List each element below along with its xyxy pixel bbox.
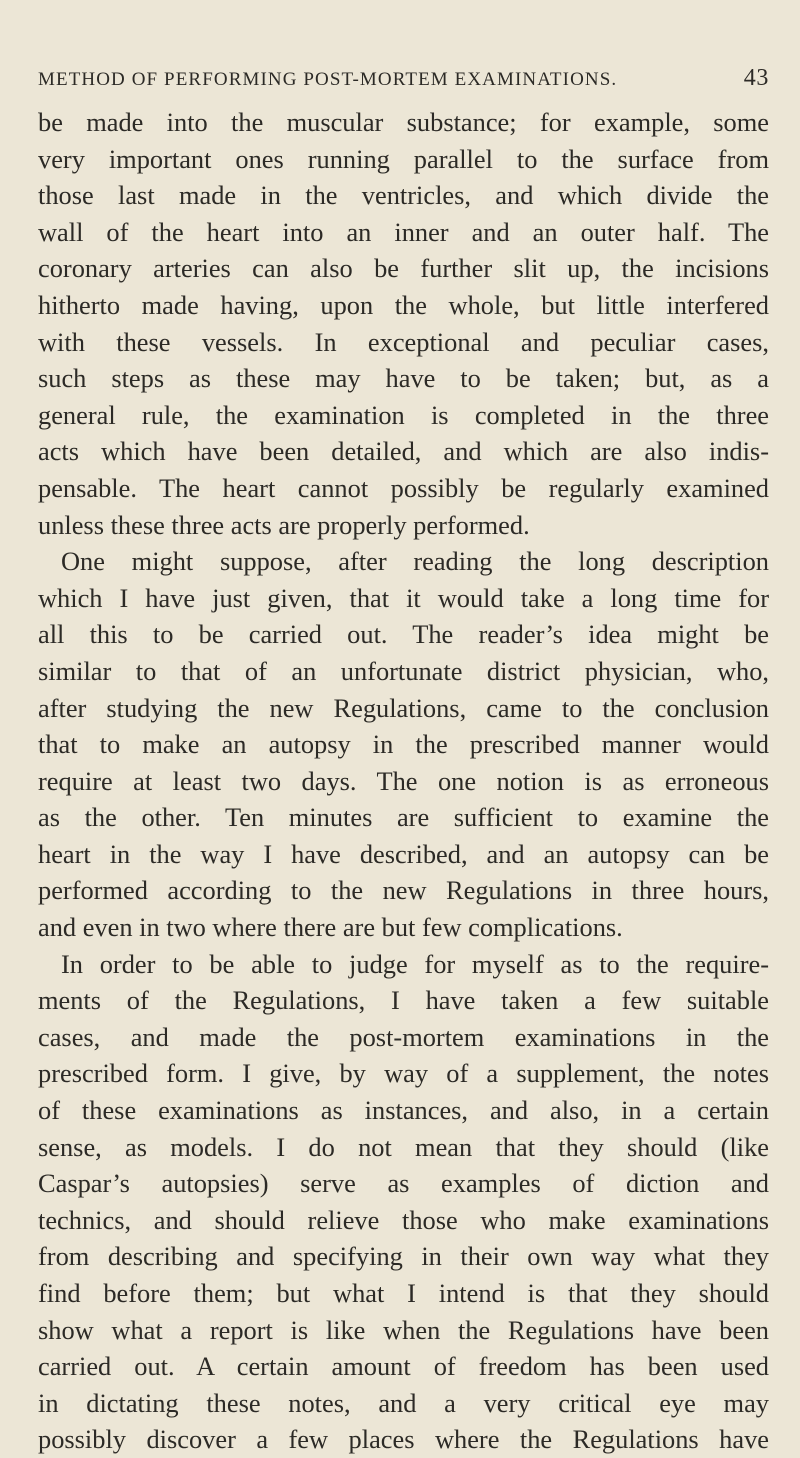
text-line: Caspar’s autopsies) serve as examples of diction and [38, 1168, 769, 1199]
text-line: from describing and specifying in their own way what they [38, 1241, 769, 1272]
text-line: similar to that of an unfortunate district physician, who, [38, 655, 769, 686]
text-line: One might suppose, after reading the long description [61, 546, 769, 577]
text-line: prescribed form. I give, by way of a supplement, the notes [38, 1058, 769, 1089]
text-line: those last made in the ventricles, and which divide the [38, 180, 769, 211]
text-line: sense, as models. I do not mean that they should (like [38, 1131, 769, 1162]
text-line: of these examinations as instances, and also, in a certain [38, 1095, 769, 1126]
text-line: possibly discover a few places where the Regulations have [38, 1424, 769, 1455]
text-line: very important ones running parallel to the surface from [38, 143, 769, 174]
text-line: technics, and should relieve those who make examinations [38, 1204, 769, 1235]
text-line: require at least two days. The one notion is as erroneous [38, 765, 769, 796]
text-line: after studying the new Regulations, came to the conclusion [38, 692, 769, 723]
text-line: pensable. The heart cannot possibly be regularly examined [38, 472, 769, 503]
text-line: find before them; but what I intend is that they should [38, 1278, 769, 1308]
body-text [38, 104, 800, 1458]
text-line: show what a report is like when the Regulations have been [38, 1314, 769, 1345]
text-line: performed according to the new Regulations in three hours, [38, 875, 769, 906]
text-line: all this to be carried out. The reader’s idea might be [38, 619, 769, 650]
text-line: hitherto made having, upon the whole, but little interfered [38, 289, 769, 320]
text-line: In order to be able to judge for myself as to the require- [61, 948, 769, 979]
text-line: such steps as these may have to be taken; but, as a [38, 363, 769, 394]
text-line: general rule, the examination is completed in the three [38, 399, 769, 430]
running-head-title: METHOD OF PERFORMING POST-MORTEM EXAMINATIONS. [38, 69, 618, 90]
text-line: that to make an autopsy in the prescribed manner would [38, 729, 769, 760]
page-number: 43 [743, 65, 769, 91]
text-line: coronary arteries can also be further slit up, the incisions [38, 253, 769, 284]
text-line: be made into the muscular substance; for example, some [38, 107, 769, 137]
text-line: carried out. A certain amount of freedom has been used [38, 1351, 769, 1382]
text-line: heart in the way I have described, and an autopsy can be [38, 838, 769, 869]
text-line: as the other. Ten minutes are sufficient to examine the [38, 802, 769, 833]
text-line: with these vessels. In exceptional and peculiar cases, [38, 326, 769, 357]
text-line: wall of the heart into an inner and an outer half. The [38, 216, 769, 247]
text-line: cases, and made the post-mortem examinations in the [38, 1021, 769, 1052]
text-line: unless these three acts are properly performed. [38, 509, 530, 540]
text-line: which I have just given, that it would take a long time for [38, 582, 769, 613]
text-line: acts which have been detailed, and which are also indis- [38, 436, 769, 467]
running-head [38, 64, 769, 94]
text-line: ments of the Regulations, I have taken a few suitable [38, 985, 769, 1016]
text-line: in dictating these notes, and a very critical eye may [38, 1387, 769, 1418]
text-line: and even in two where there are but few complications. [38, 912, 623, 943]
